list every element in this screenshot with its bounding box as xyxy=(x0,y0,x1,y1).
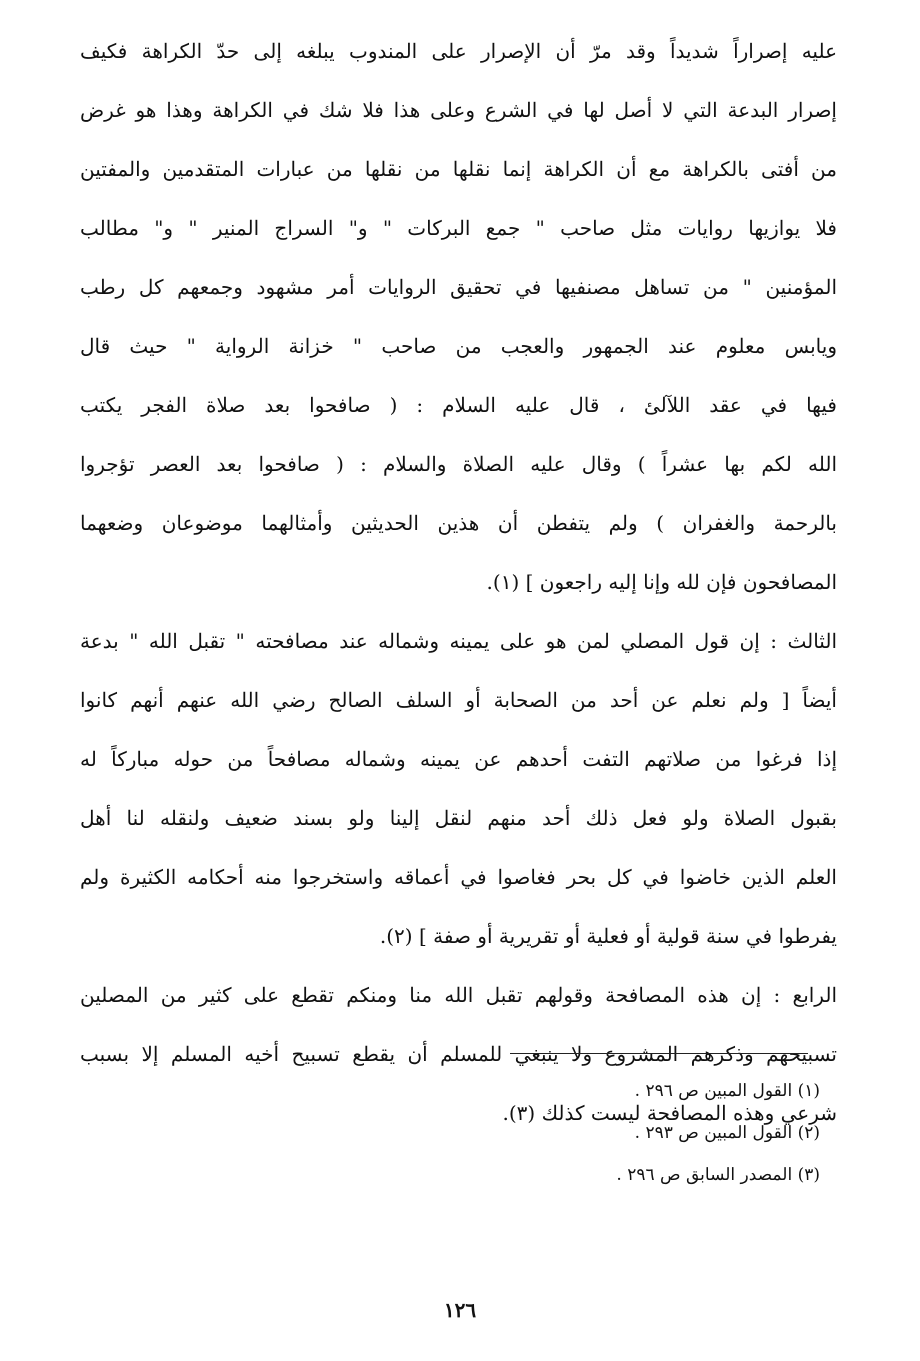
text-line: إذا فرغوا من صلاتهم التفت أحدهم عن يمينه وشماله مصافحاً من حوله مباركاً له xyxy=(80,747,837,771)
footnotes xyxy=(420,1070,820,1196)
text-line: الرابع : إن هذه المصافحة وقولهم تقبل الله منا ومنكم تقطع على كثير من المصلين xyxy=(80,983,837,1007)
footnote-separator xyxy=(510,1053,808,1054)
page-number: ١٢٦ xyxy=(443,1298,477,1322)
text-line: من أفتى بالكراهة مع أن الكراهة إنما نقلها من نقلها من عبارات المتقدمين والمفتين xyxy=(80,157,837,181)
text-line: عليه إصراراً شديداً وقد مرّ أن الإصرار على المندوب يبلغه إلى حدّ الكراهة فكيف xyxy=(80,39,837,63)
text-line: ويابس معلوم عند الجمهور والعجب من صاحب " خزانة الرواية " حيث قال xyxy=(80,334,837,358)
text-line: بقبول الصلاة ولو فعل ذلك أحد منهم لنقل إلينا ولو بسند ضعيف ولنقله لنا أهل xyxy=(80,806,837,830)
text-line: المؤمنين " من تساهل مصنفيها في تحقيق الروايات أمر مشهود وجمعهم كل رطب xyxy=(80,275,837,299)
footnote-item: (٣) المصدر السابق ص ٢٩٦ . xyxy=(616,1165,820,1185)
text-line: أيضاً [ ولم نعلم عن أحد من الصحابة أو السلف الصالح رضي الله عنهم أنهم كانوا xyxy=(80,688,837,712)
text-line: شرعي وهذه المصافحة ليست كذلك (٣). xyxy=(502,1101,837,1125)
text-line: بالرحمة والغفران ) ولم يتفطن أن هذين الحديثين وأمثالهما موضوعان وضعهما xyxy=(80,511,837,535)
body-text xyxy=(80,22,837,1143)
text-line: تسبيحهم وذكرهم المشروع ولا ينبغي للمسلم أن يقطع تسبيح أخيه المسلم إلا بسبب xyxy=(80,1042,837,1066)
text-line: العلم الذين خاضوا في كل بحر فغاصوا في أعماقه واستخرجوا منه أحكامه الكثيرة ولم xyxy=(80,865,837,889)
text-line: الله لكم بها عشراً ) وقال عليه الصلاة والسلام : ( صافحوا بعد العصر تؤجروا xyxy=(80,452,837,476)
text-line: فيها في عقد اللآلئ ، قال عليه السلام : ( صافحوا بعد صلاة الفجر يكتب xyxy=(80,393,837,417)
text-line: المصافحون فإن لله وإنا إليه راجعون ] (١). xyxy=(486,570,837,594)
text-line: إصرار البدعة التي لا أصل لها في الشرع وعلى هذا فلا شك في الكراهة وهذا هو غرض xyxy=(80,98,837,122)
text-line: الثالث : إن قول المصلي لمن هو على يمينه وشماله عند مصافحته " تقبل الله " بدعة xyxy=(80,629,837,653)
text-line: فلا يوازيها روايات مثل صاحب " جمع البركات " و" السراج المنير " و" مطالب xyxy=(80,216,837,240)
footnote-item: (١) القول المبين ص ٢٩٦ . xyxy=(634,1081,820,1101)
text-line: يفرطوا في سنة قولية أو فعلية أو تقريرية أو صفة ] (٢). xyxy=(379,924,837,948)
footnote-item: (٢) القول المبين ص ٢٩٣ . xyxy=(634,1123,820,1143)
